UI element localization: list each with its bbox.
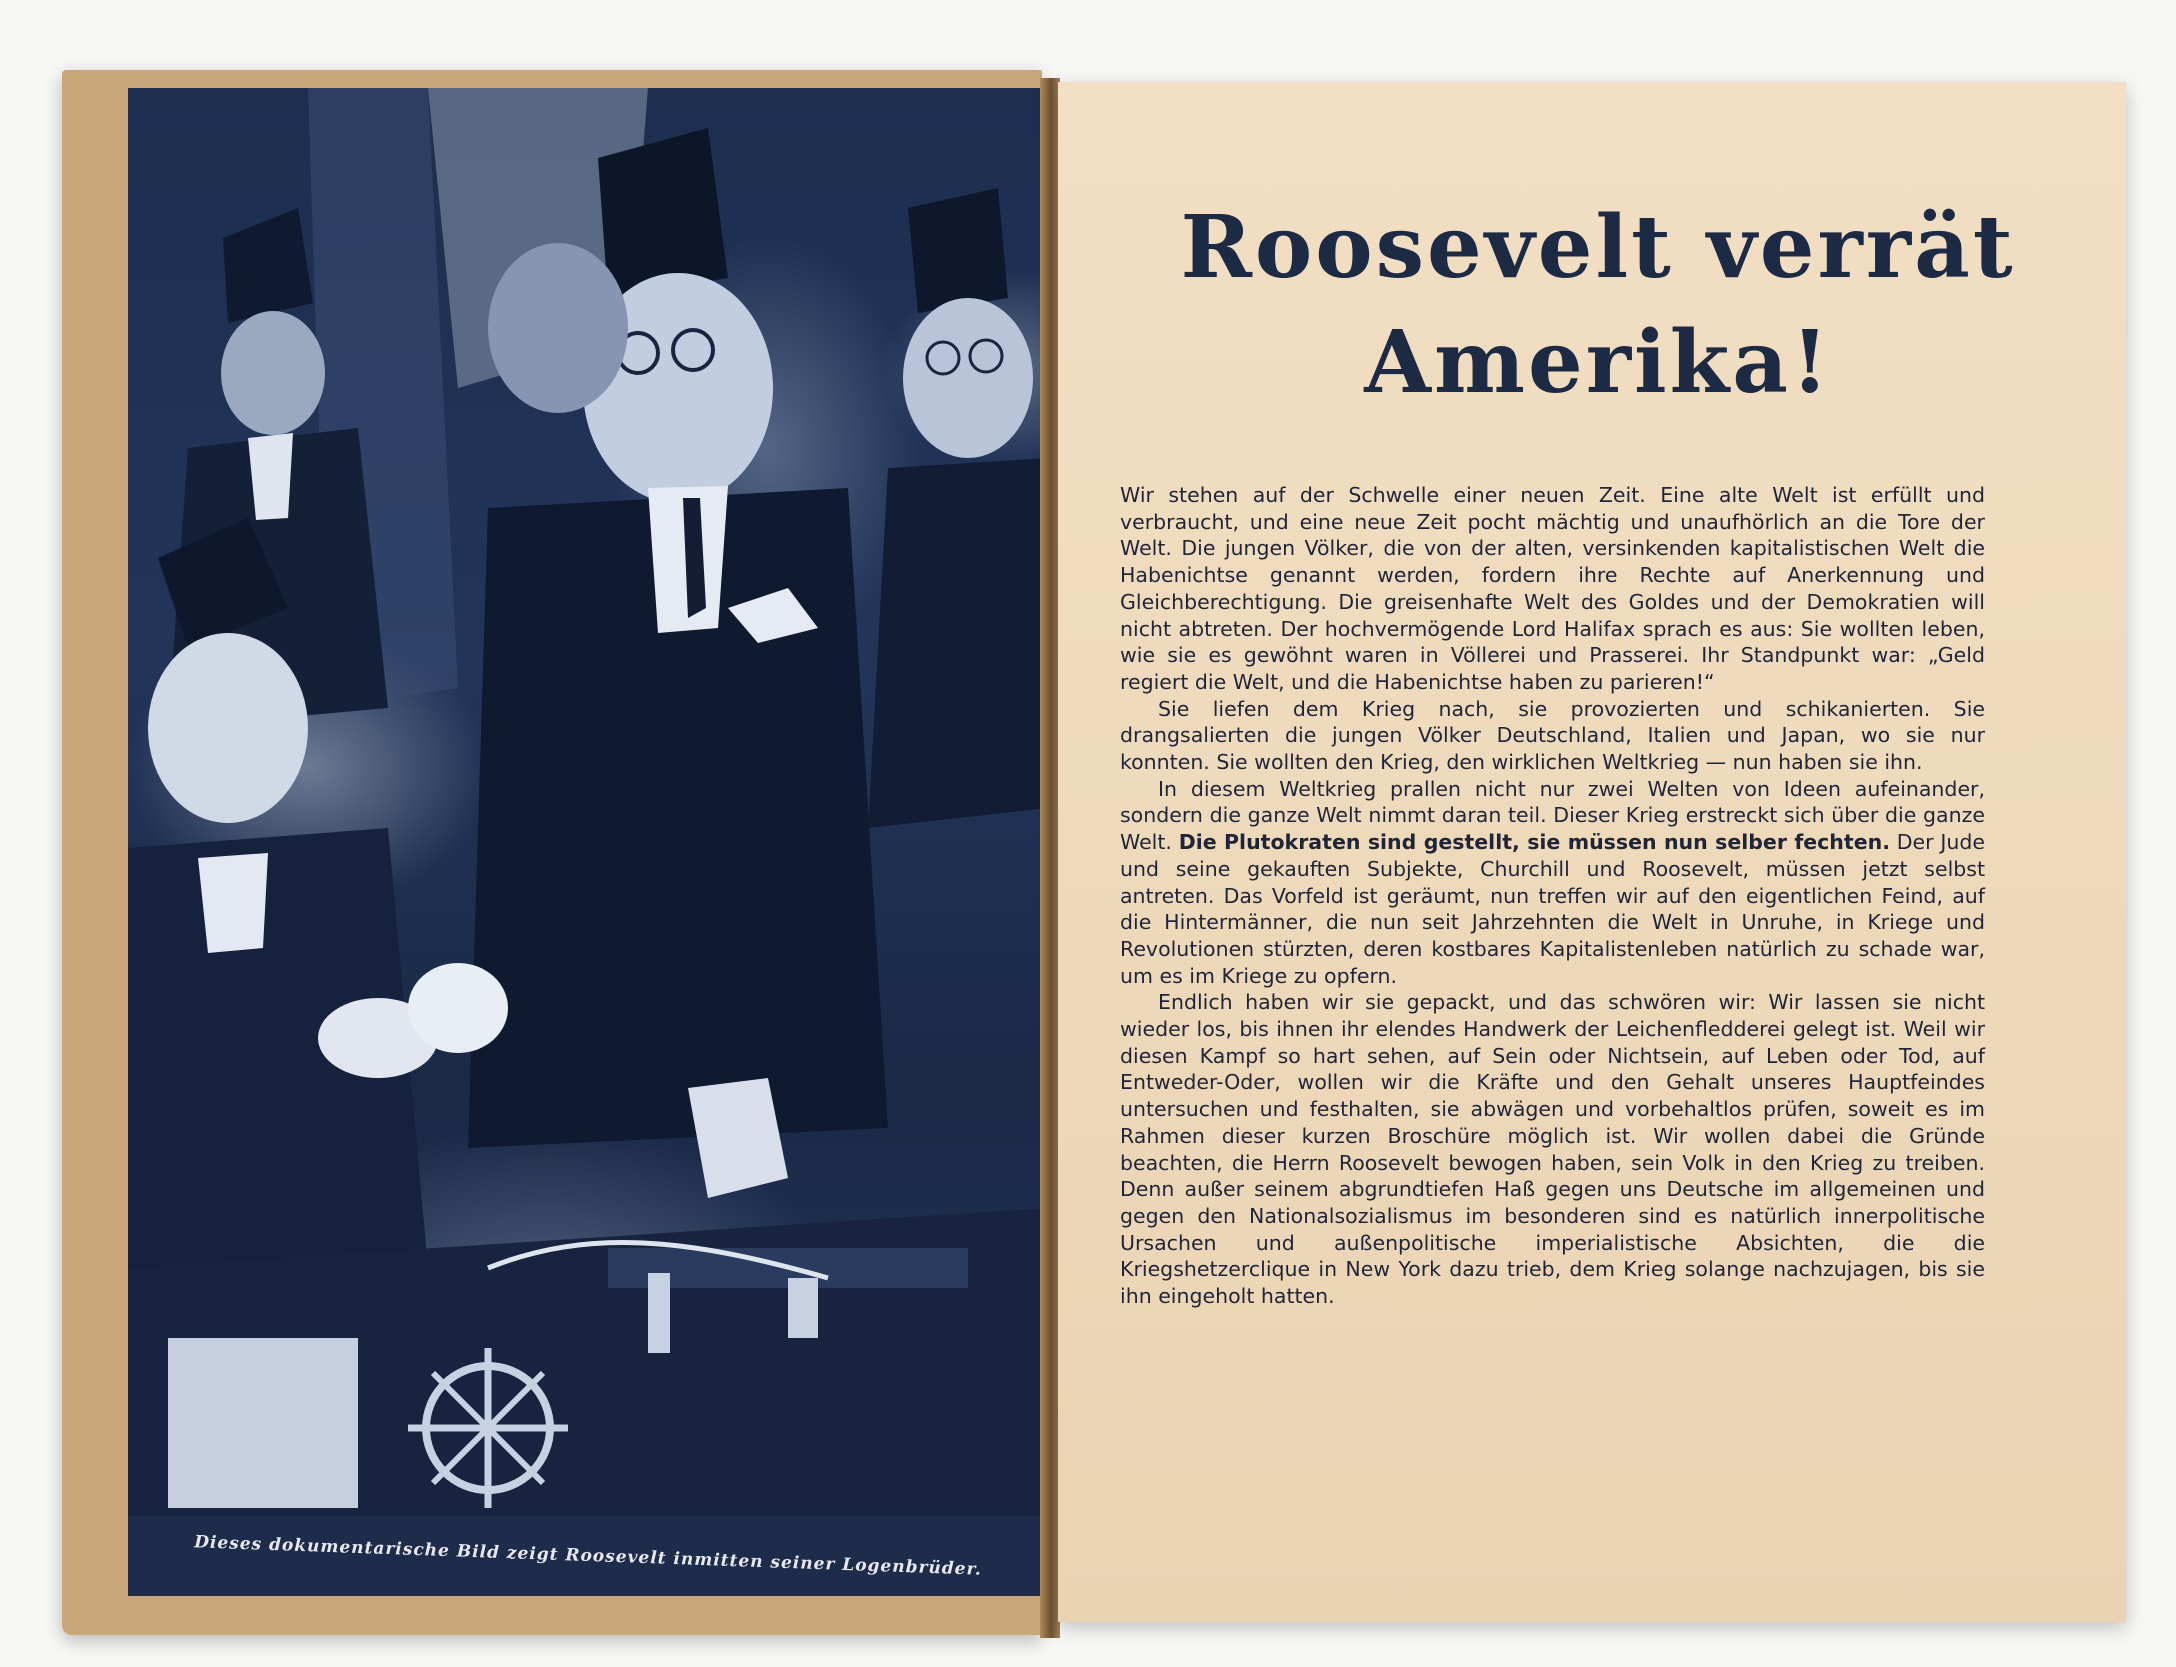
photo-illustration [128, 88, 1048, 1516]
paragraph-3 [1120, 776, 1985, 990]
headline-line-1: Roosevelt verrät [1180, 197, 2016, 298]
left-page [62, 70, 1042, 1635]
photo-caption: Dieses dokumentarische Bild zeigt Roosevelt inmitten seiner Logenbrüder. [193, 1532, 983, 1580]
historical-photo [128, 88, 1048, 1516]
paragraph-3-text-end: Der Jude und seine gekauften Subjekte, Churchill und Roosevelt, müssen jetzt selbst antreten. Das Vorfeld ist geräumt, nun treffen wir auf den eigentlichen Feind, auf die Hintermänner, die nun seit Jahrzehnten die Welt in Unruhe, in Kriege und Revolutionen stürzten, deren kostbares Kapitalistenleben natürlich zu schade war, um es im Kriege zu opfern. [1120, 830, 1985, 988]
paragraph-4: Endlich haben wir sie gepackt, und das schwören wir: Wir lassen sie nicht wieder los, bis ihnen ihr elendes Handwerk der Leichenfledderei gelegt ist. Weil wir diesen Kampf so hart sehen, auf Sein oder Nichtsein, auf Leben oder Tod, auf Entweder-Oder, wollen wir die Kräfte und den Gehalt unseres Hauptfeindes untersuchen und festhalten, sie abwägen und vorbehaltlos prüfen, soweit es im Rahmen dieser kurzen Broschüre möglich ist. Wir wollen dabei die Gründe beachten, die Herrn Roosevelt bewogen haben, sein Volk in den Krieg zu treiben. Denn außer seinem abgrundtiefen Haß gegen uns Deutsche im allgemeinen und gegen den Nationalsozialismus im besonderen sind es natürlich innerpolitische Ursachen und außenpolitische imperialistische Absichten, die die Kriegshetzerclique in New York dazu trieb, dem Krieg solange nachzujagen, bis sie ihn eingeholt hatten. [1120, 990, 1985, 1309]
booklet-spine [1040, 78, 1060, 1638]
paragraph-3-text-start: In diesem Weltkrieg prallen nicht nur zwei Welten von Ideen aufeinander, sondern die ganze Welt nimmt daran teil. Dieser Krieg erstreckt sich über die ganze Welt. [1120, 776, 1985, 855]
paragraph-2: Sie liefen dem Krieg nach, sie provozierten und schikanierten. Sie drangsalierten die jungen Völker Deutschland, Italien und Japan, wo sie nur konnten. Sie wollten den Krieg, den wirklichen Weltkrieg — nun haben sie ihn. [1120, 696, 1985, 775]
paragraph-3-bold-text: Die Plutokraten sind gestellt, sie müssen nun selber fechten. [1178, 830, 1890, 855]
right-page [1058, 82, 2126, 1622]
paragraph-1: Wir stehen auf der Schwelle einer neuen Zeit. Eine alte Welt ist erfüllt und verbraucht, und eine neue Zeit pocht mächtig und unaufhörlich an die Tore der Welt. Die jungen Völker, die von der alten, versinkenden kapitalistischen Welt die Habenichtse genannt werden, fordern ihre Rechte auf Anerkennung und Gleichberechtigung. Die greisenhafte Welt des Goldes und der Demokratien will nicht abtreten. Der hochvermögende Lord Halifax sprach es aus: Sie wollten leben, wie sie es gewöhnt waren in Völlerei und Prasserei. Ihr Standpunkt war: „Geld regiert die Welt, und die Habenichtse haben zu parieren!“ [1120, 483, 1985, 694]
headline-line-2: Amerika! [1364, 312, 1832, 413]
photo-caption-strip [128, 1516, 1048, 1596]
article-body [1120, 482, 1985, 1310]
